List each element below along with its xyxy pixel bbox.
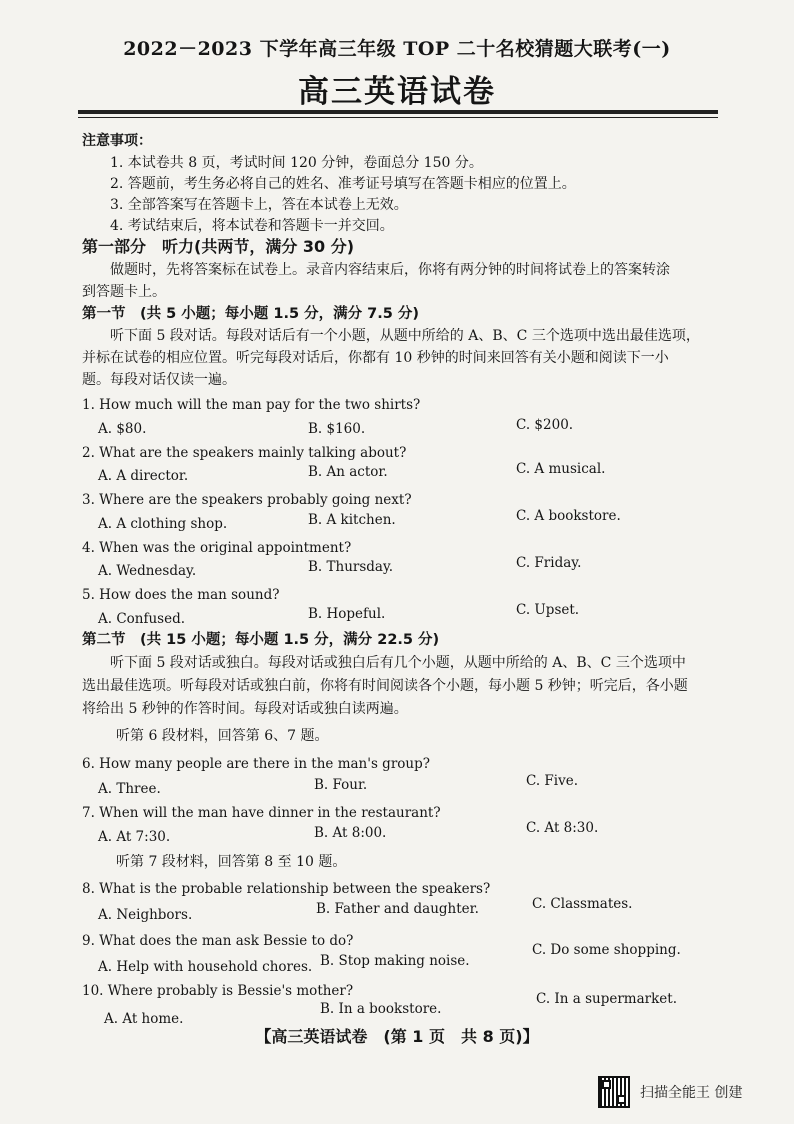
option-c: C. Classmates. — [532, 896, 633, 912]
section2-instr: 将给出 5 秒钟的作答时间。每段对话或独白读两遍。 — [82, 701, 408, 717]
section1-instr: 并标在试卷的相应位置。听完每段对话后，你都有 10 秒钟的时间来回答有关小题和阅读下一小 — [82, 350, 669, 366]
question-2: 2. What are the speakers mainly talking about? — [82, 445, 407, 461]
option-b: B. Stop making noise. — [320, 953, 470, 969]
option-a: A. $80. — [98, 421, 147, 437]
question-3: 3. Where are the speakers probably going next? — [82, 492, 412, 508]
option-c: C. $200. — [516, 417, 574, 433]
option-a: A. At 7:30. — [98, 829, 171, 845]
option-a: A. Wednesday. — [98, 563, 197, 579]
notes-heading: 注意事项： — [82, 133, 152, 149]
option-b: B. Thursday. — [308, 559, 394, 575]
section1-instr: 听下面 5 段对话。每段对话后有一个小题，从题中所给的 A、B、C 三个选项中选出最佳选项， — [110, 328, 700, 344]
question-9: 9. What does the man ask Bessie to do? — [82, 933, 354, 949]
section1-title: 第一节 (共 5 小题；每小题 1.5 分，满分 7.5 分) — [82, 306, 420, 322]
option-c: C. Friday. — [516, 555, 582, 571]
option-c: C. In a supermarket. — [536, 991, 677, 1007]
option-a: A. Neighbors. — [98, 907, 193, 923]
question-7: 7. When will the man have dinner in the restaurant? — [82, 805, 441, 821]
scanner-watermark: 扫描全能王 创建 — [640, 1085, 743, 1101]
option-c: C. Do some shopping. — [532, 942, 681, 958]
header-rule-thick — [78, 110, 718, 114]
question-10: 10. Where probably is Bessie's mother? — [82, 983, 354, 999]
option-b: B. $160. — [308, 421, 366, 437]
option-a: A. Help with household chores. — [98, 959, 313, 975]
notes-item: 1. 本试卷共 8 页，考试时间 120 分钟，卷面总分 150 分。 — [110, 155, 483, 171]
notes-item: 4. 考试结束后，将本试卷和答题卡一并交回。 — [110, 218, 394, 234]
option-a: A. A clothing shop. — [98, 516, 228, 532]
section2-title: 第二节 (共 15 小题；每小题 1.5 分，满分 22.5 分) — [82, 632, 440, 648]
question-6: 6. How many people are there in the man's group? — [82, 756, 430, 772]
material-heading: 听第 6 段材料，回答第 6、7 题。 — [116, 728, 329, 744]
option-b: B. In a bookstore. — [320, 1001, 442, 1017]
header-rule-thin — [78, 117, 718, 118]
section1-instr: 题。每段对话仅读一遍。 — [82, 372, 236, 388]
material-heading: 听第 7 段材料，回答第 8 至 10 题。 — [116, 854, 347, 870]
option-b: B. Hopeful. — [308, 606, 386, 622]
page-footer: 【高三英语试卷 (第 1 页 共 8 页)】 — [255, 1027, 539, 1046]
qr-code-icon — [598, 1076, 630, 1108]
option-b: B. Father and daughter. — [316, 901, 479, 917]
option-a: A. A director. — [98, 468, 189, 484]
option-b: B. An actor. — [308, 464, 388, 480]
part1-intro: 做题时，先将答案标在试卷上。录音内容结束后，你将有两分钟的时间将试卷上的答案转涂 — [110, 262, 670, 278]
option-a: A. Confused. — [98, 611, 186, 627]
option-a: A. Three. — [98, 781, 161, 797]
section2-instr: 选出最佳选项。听每段对话或独白前，你将有时间阅读各个小题，每小题 5 秒钟；听完后，各小题 — [82, 678, 688, 694]
option-c: C. A musical. — [516, 461, 606, 477]
option-c: C. Upset. — [516, 602, 580, 618]
option-b: B. At 8:00. — [314, 825, 387, 841]
part1-title: 第一部分 听力(共两节，满分 30 分) — [82, 237, 355, 256]
section2-instr: 听下面 5 段对话或独白。每段对话或独白后有几个小题，从题中所给的 A、B、C 三个选项中 — [110, 655, 686, 671]
part1-intro: 到答题卡上。 — [82, 284, 166, 300]
question-1: 1. How much will the man pay for the two shirts? — [82, 397, 421, 413]
question-5: 5. How does the man sound? — [82, 587, 280, 603]
notes-item: 3. 全部答案写在答题卡上，答在本试卷上无效。 — [110, 197, 408, 213]
question-4: 4. When was the original appointment? — [82, 540, 352, 556]
option-c: C. Five. — [526, 773, 579, 789]
option-c: C. A bookstore. — [516, 508, 621, 524]
option-b: B. Four. — [314, 777, 368, 793]
exam-title: 2022－2023 下学年高三年级 TOP 二十名校猜题大联考(一) — [123, 38, 671, 60]
option-c: C. At 8:30. — [526, 820, 599, 836]
option-b: B. A kitchen. — [308, 512, 396, 528]
paper-title: 高三英语试卷 — [298, 74, 496, 110]
notes-item: 2. 答题前，考生务必将自己的姓名、准考证号填写在答题卡相应的位置上。 — [110, 176, 576, 192]
question-8: 8. What is the probable relationship between the speakers? — [82, 881, 491, 897]
option-a: A. At home. — [104, 1011, 184, 1027]
